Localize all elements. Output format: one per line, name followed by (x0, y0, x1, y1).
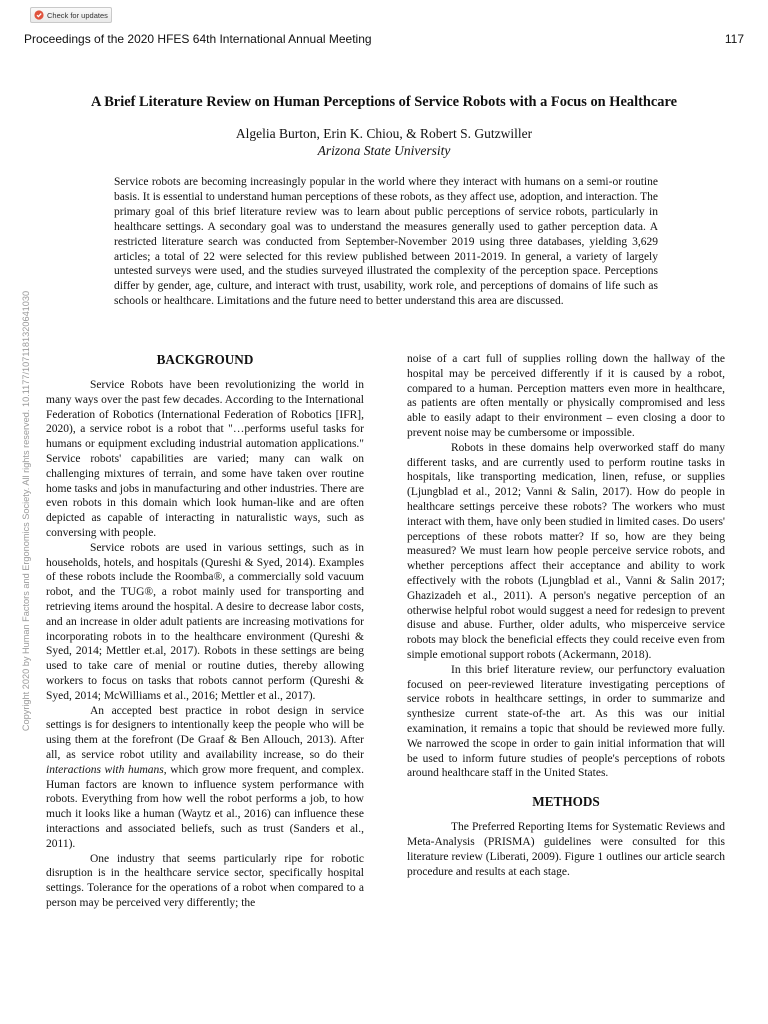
background-paragraph-3 (46, 704, 364, 852)
running-head-journal: Proceedings of the 2020 HFES 64th International Annual Meeting (24, 32, 372, 46)
author-list: Algelia Burton, Erin K. Chiou, & Robert S. Gutzwiller (235, 126, 533, 141)
page-number: 117 (724, 32, 744, 46)
section-heading-methods: METHODS (532, 794, 600, 810)
check-for-updates-label: Check for updates (47, 10, 108, 20)
background-paragraph-4-continued: noise of a cart full of supplies rolling down the hallway of the hospital may be perceived differently if it is caused by a robot, compared to a human. Perception matters even more in healthcare, as patients are often mentally or physically compromised and less able to easily adapt to their environment – even closing a door to prevent noise may be cumbersome or impossible. (407, 353, 725, 439)
paragraph-3-text-b: , which grow more frequent, and complex. Human factors are known to influence system performance with robots. Everything from how well the robot performs a job, to how much it looks like a human (Waytz et al., 2016) can influence these interactions and associated beliefs, such as trust (Sanders et al., 2011). (46, 763, 365, 850)
background-paragraph-1: Service Robots have been revolutionizing the world in many ways over the past few decades. According to the International Federation of Robotics (International Federation of Robotics [IFR], 2020), a service robot is a robot that "…performs useful tasks for humans or equipment excluding industrial automation applications." Service robots' capabilities are varied; many can walk on challenging mixtures of terrain, and some have taken over routine home tasks and jobs in manufacturing and other industries. There are even robots in this domain which look human-like and are often depicted as capable of interacting in naturalistic ways, such as conversing with people. (46, 379, 364, 539)
background-paragraph-5: Robots in these domains help overworked staff do many different tasks, and are currently used to perform routine tasks in hospitals, like transporting medication, linen, refuse, or supplies (Ljungblad et al., 2012; Vanni & Salin, 2017). How do people in healthcare settings perceive these robots? The workers who must interact with them, have only been studied in limited cases. Do users' perceptions of these robots matter? If so, how are they being measured? We must learn how people perceive service robots, and whether perceptions affect their acceptance and ability to work effectively with the robots (Ljungblad et al., Vanni & Salin 2017; Ghazizadeh et al., 2011). A person's negative perception of an otherwise helpful robot would suggest a need for redesign to prevent disuse and abuse. Further, older adults, who misperceive service robots may block the beneficial effects they could receive even from simple emotional support robots (Ackermann, 2018). (407, 441, 725, 661)
copyright-notice: Copyright 2020 by Human Factors and Ergonomics Society. All rights reserved. 10.1177/1071181320641030 (21, 290, 31, 732)
section-heading-background: BACKGROUND (156, 352, 254, 367)
background-paragraph-2: Service robots are used in various settings, such as in households, hotels, and hospitals (Qureshi & Syed, 2014). Examples of these robots include the Roomba®, a commercially sold vacuum robot, and the TUG®, a robot mainly used for transporting and retrieving items around the hospital. A desire to decrease labor costs, and an increase in older adult patients are increasing motivations for incorporating robots in to the healthcare environment (Qureshi & Syed, 2014; Mettler et.al, 2017). Robots in these settings are being used to take care of menial or routine duties, thereby allowing workers to focus on tasks that robots cannot perform (Qureshi & Syed, 2014; McWilliams et al., 2016; Mettler et al., 2017). (46, 541, 364, 702)
background-paragraph-6: In this brief literature review, our perfunctory evaluation focused on peer-reviewed literature investigating perceptions of service robots in healthcare settings, in order to summarize and synthesize current state-of-the art. As this was our initial examination, it remains a topic that should be reviewed more fully. We narrowed the scope in order to gain initial information that will be used to inform future studies of people's perceptions of robots around healthcare staff in the United States. (407, 663, 725, 780)
paper-title: A Brief Literature Review on Human Perceptions of Service Robots with a Focus on Healthcare (91, 94, 677, 110)
paragraph-3-text-a: An accepted best practice in robot design in service settings is for designers to intentionally keep the people who will be using them at the forefront (De Graaf & Ben Allouch, 2013). After all, as service robot utility and availability increase, so do their (46, 704, 364, 761)
check-for-updates-badge[interactable] (30, 7, 112, 23)
left-column (46, 352, 364, 911)
emphasis-interactions: interactions with humans (46, 763, 164, 776)
methods-paragraph-1: The Preferred Reporting Items for Systematic Reviews and Meta-Analysis (PRISMA) guidelines were consulted for this literature review (Liberati, 2009). Figure 1 outlines our article search procedure and results at each stage. (407, 821, 725, 878)
abstract: Service robots are becoming increasingly popular in the world where they interact with humans on a semi-or routine basis. It is essential to understand human perceptions of these robots, as they affect use, adoption, and interaction. The primary goal of this brief literature review was to learn about public perceptions of service robots, particularly in healthcare settings. A secondary goal was to understand the measures generally used to gather perception data. A restricted literature search was conducted from September-November 2019 using three databases, yielding 3,629 articles; a total of 22 were selected for this review published between 2011-2019. In general, a variety of largely untested surveys were used, and the studies surveyed illustrated the complexity of the perception space. Perceptions differ by gender, age, culture, and interact with trust, usability, work role, and perceptions of domains of life such as schools or healthcare. Limitations and the future need to better understand this area are discussed. (114, 176, 658, 308)
right-column (407, 352, 725, 879)
affiliation: Arizona State University (317, 143, 451, 158)
background-paragraph-4: One industry that seems particularly ripe for robotic disruption is in the healthcare service sector, specifically hospital settings. Tolerance for the operations of a robot when compared to a person may be perceived very differently; the (46, 852, 364, 909)
crossmark-icon (34, 10, 44, 20)
